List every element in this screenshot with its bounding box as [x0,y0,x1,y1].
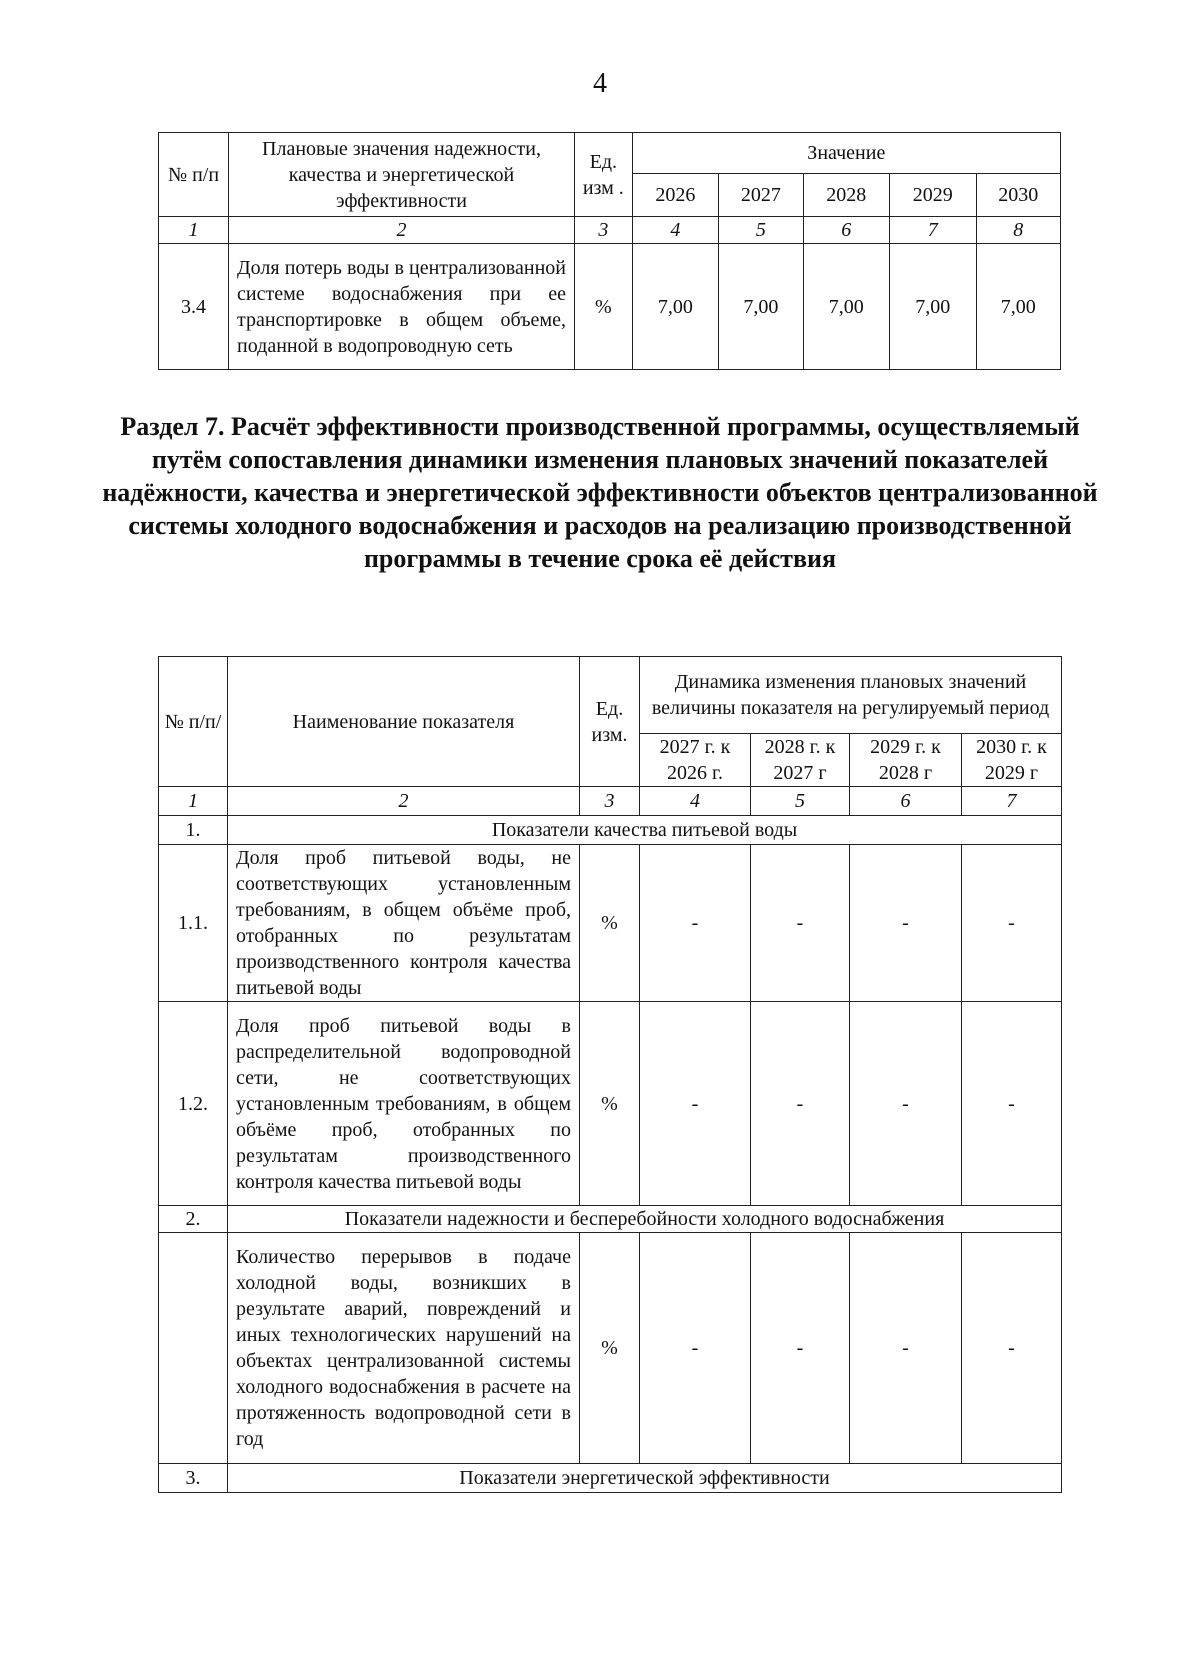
row-value: - [751,1233,850,1464]
section-title: Раздел 7. Расчёт эффективности производственной программы, осуществляемый путём сопоставления динамики изменения плановых значений показателей надёжности, качества и энергетической эффективности объектов централизованной системы холодного водоснабжения и расходов на реализацию производственной программы в течение срока её действия [102,412,1098,573]
row-value: 7,00 [719,244,803,370]
col-number: 4 [632,217,718,244]
col-number: 5 [719,217,803,244]
table-row [159,845,1062,1002]
row-name: Количество перерывов в подаче холодной воды, возникших в результате аварий, повреждений и иных технологических нарушений на объектах централизованной системы холодного водоснабжения в расчете на протяженность водопроводной сети в год [228,1233,580,1464]
row-unit: % [574,244,632,370]
col-number: 7 [962,787,1062,816]
header-num: № п/п/ [159,657,228,787]
header-period: 2029 г. к 2028 г [850,734,962,787]
row-name: Доля потерь воды в централизованной системе водоснабжения при ее транспортировке в общем объеме, поданной в водопроводную сеть [229,244,575,370]
header-period: 2027 г. к 2026 г. [640,734,751,787]
table-row [159,1002,1062,1206]
header-unit: Ед. изм . [574,133,632,217]
col-number: 7 [890,217,976,244]
header-value-group: Значение [632,133,1060,174]
row-value: - [850,1002,962,1206]
row-value: - [751,845,850,1002]
section-name: Показатели надежности и бесперебойности холодного водоснабжения [228,1206,1062,1233]
header-name: Наименование показателя [228,657,580,787]
row-unit: % [580,845,640,1002]
col-number: 1 [159,787,228,816]
section-name: Показатели качества питьевой воды [228,816,1062,845]
section-row [159,1206,1062,1233]
row-value: 7,00 [803,244,889,370]
row-name: Доля проб питьевой воды в распределительной водопроводной сети, не соответствующих установленным требованиям, в общем объёме проб, отобранных по результатам производственного контроля качества питьевой воды [228,1002,580,1206]
row-value: - [850,845,962,1002]
row-value: - [850,1233,962,1464]
col-number: 5 [751,787,850,816]
row-value: 7,00 [632,244,718,370]
section-num: 1. [159,816,228,845]
header-num: № п/п [159,133,229,217]
col-number: 8 [976,217,1060,244]
row-value: - [640,1002,751,1206]
column-number-row [159,217,1061,244]
dynamics-table [158,656,1062,1493]
row-value: - [962,1233,1062,1464]
row-value: 7,00 [976,244,1060,370]
col-number: 2 [228,787,580,816]
table-row [159,1233,1062,1464]
col-number: 2 [229,217,575,244]
table-row [159,244,1061,370]
row-num [159,1233,228,1464]
col-number: 3 [580,787,640,816]
header-year: 2027 [719,174,803,217]
page-number: 4 [593,68,607,99]
row-value: - [640,845,751,1002]
header-year: 2029 [890,174,976,217]
row-value: - [640,1233,751,1464]
header-period: 2030 г. к 2029 г [962,734,1062,787]
row-value: - [962,1002,1062,1206]
col-number: 1 [159,217,229,244]
row-value: - [962,845,1062,1002]
col-number: 6 [850,787,962,816]
section-num: 3. [159,1464,228,1493]
row-unit: % [580,1002,640,1206]
col-number: 3 [574,217,632,244]
col-number: 6 [803,217,889,244]
header-name: Плановые значения надежности, качества и энергетической эффективности [229,133,575,217]
col-number: 4 [640,787,751,816]
row-value: 7,00 [890,244,976,370]
section-row [159,816,1062,845]
section-row [159,1464,1062,1493]
reliability-values-table [158,132,1061,370]
row-num: 3.4 [159,244,229,370]
row-value: - [751,1002,850,1206]
row-num: 1.1. [159,845,228,1002]
header-year: 2030 [976,174,1060,217]
header-year: 2026 [632,174,718,217]
header-period: 2028 г. к 2027 г [751,734,850,787]
section-num: 2. [159,1206,228,1233]
column-number-row [159,787,1062,816]
header-dynamics-group: Динамика изменения плановых значений величины показателя на регулируемый период [640,657,1062,734]
row-unit: % [580,1233,640,1464]
header-year: 2028 [803,174,889,217]
row-name: Доля проб питьевой воды, не соответствующих установленным требованиям, в общем объёме проб, отобранных по результатам производственного контроля качества питьевой воды [228,845,580,1002]
header-unit: Ед. изм. [580,657,640,787]
row-num: 1.2. [159,1002,228,1206]
section-name: Показатели энергетической эффективности [228,1464,1062,1493]
